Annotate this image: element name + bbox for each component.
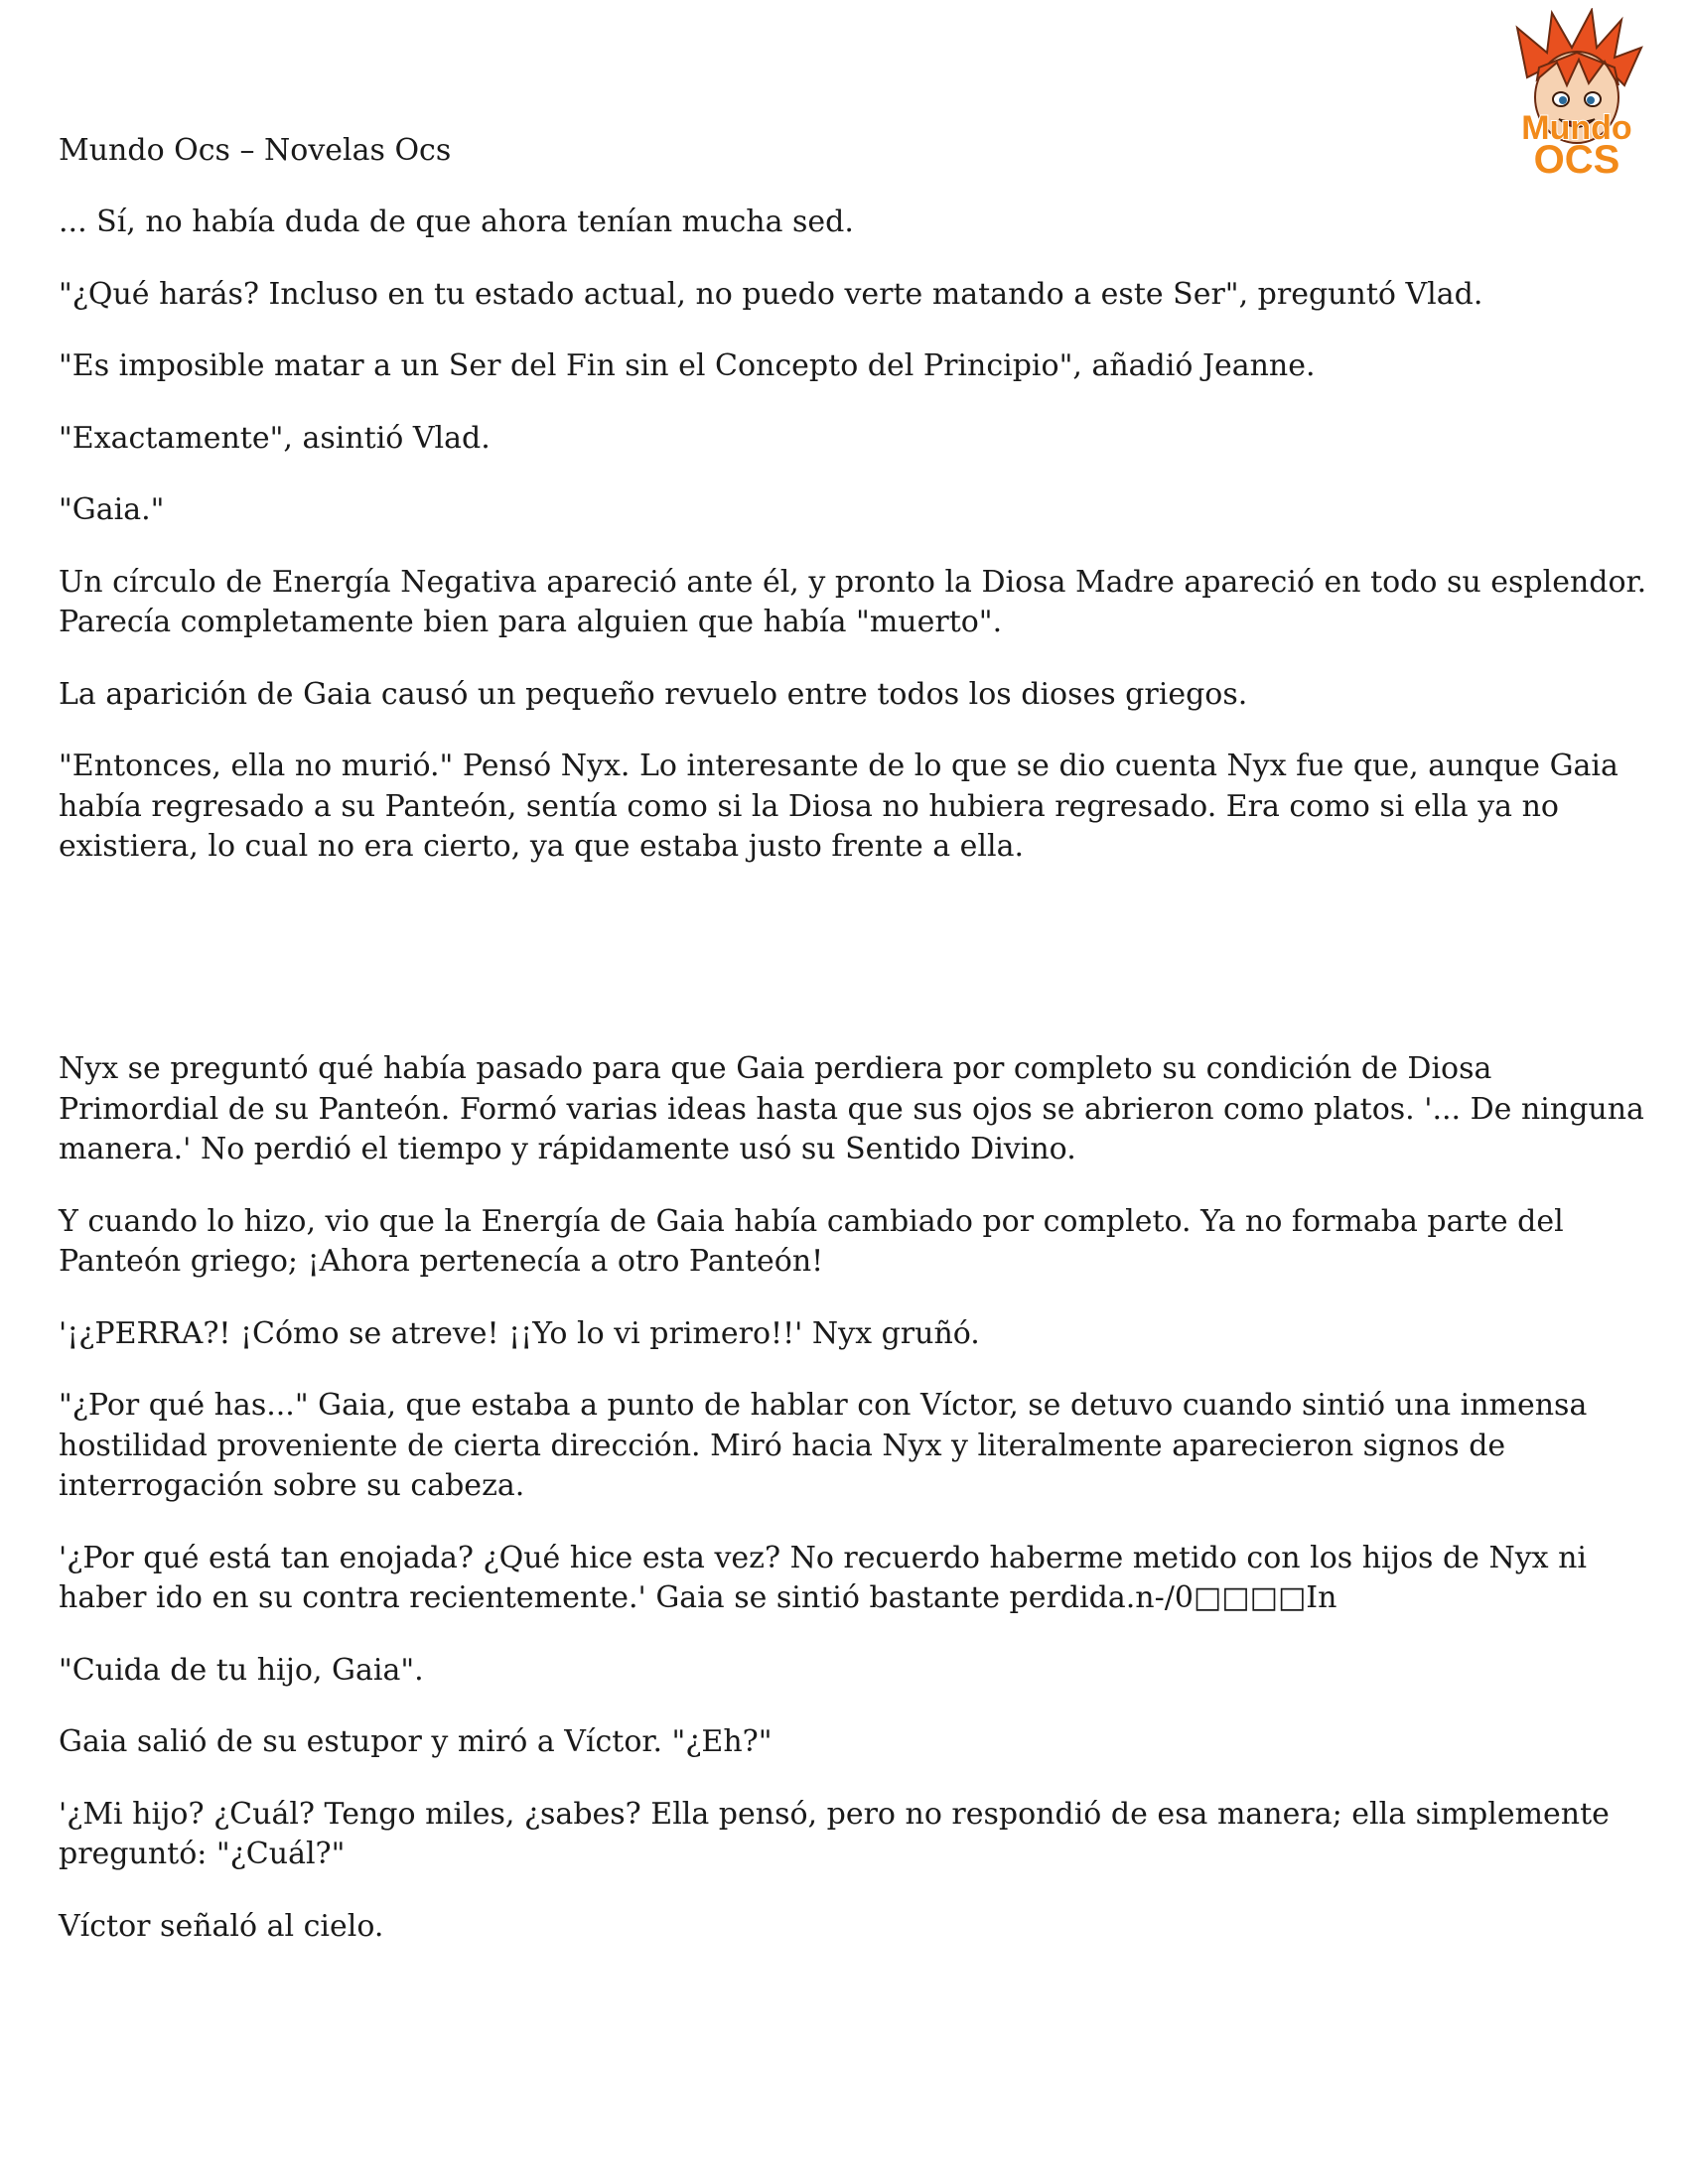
paragraph: "¿Por qué has..." Gaia, que estaba a punto de hablar con Víctor, se detuvo cuando sintió una inmensa hostilidad proveniente de cierta dirección. Miró hacia Nyx y literalmente aparecieron signos de interrogación sobre su cabeza. — [59, 1388, 1588, 1503]
text-block-bottom — [59, 1049, 1647, 1979]
page-header: Mundo Ocs – Novelas Ocs — [59, 133, 452, 168]
text-block-top — [59, 203, 1647, 899]
paragraph: "Gaia." — [59, 492, 165, 527]
paragraph: "¿Qué harás? Incluso en tu estado actual, no puedo verte matando a este Ser", preguntó Vlad. — [59, 276, 1483, 312]
paragraph: Un círculo de Energía Negativa apareció ante él, y pronto la Diosa Madre apareció en todo su esplendor. Parecía completamente bien para alguien que había "muerto". — [59, 564, 1647, 639]
paragraph: Y cuando lo hizo, vio que la Energía de Gaia había cambiado por completo. Ya no formaba parte del Panteón griego; ¡Ahora pertenecía a otro Panteón! — [59, 1203, 1564, 1279]
logo-text-ocs: OCS — [1533, 138, 1620, 182]
mundo-ocs-logo — [1497, 8, 1656, 182]
paragraph: "Entonces, ella no murió." Pensó Nyx. Lo interesante de lo que se dio cuenta Nyx fue que, aunque Gaia había regresado a su Panteón, sentía como si la Diosa no hubiera regresado. Era como si ella ya no existiera, lo cual no era cierto, ya que estaba justo frente a ella. — [59, 749, 1618, 864]
paragraph: "Cuida de tu hijo, Gaia". — [59, 1652, 424, 1688]
paragraph: Nyx se preguntó qué había pasado para que Gaia perdiera por completo su condición de Diosa Primordial de su Panteón. Formó varias ideas hasta que sus ojos se abrieron como platos. '... De ninguna manera.' No perdió el tiempo y rápidamente usó su Sentido Divino. — [59, 1051, 1644, 1166]
paragraph: "Exactamente", asintió Vlad. — [59, 420, 491, 456]
paragraph: La aparición de Gaia causó un pequeño revuelo entre todos los dioses griegos. — [59, 676, 1248, 712]
paragraph: Víctor señaló al cielo. — [59, 1908, 384, 1944]
paragraph: '¡¿PERRA?! ¡Cómo se atreve! ¡¡Yo lo vi primero!!' Nyx gruñó. — [59, 1315, 980, 1351]
paragraph: '¿Por qué está tan enojada? ¿Qué hice esta vez? No recuerdo haberme metido con los hijos de Nyx ni haber ido en su contra recientemente.' Gaia se sintió bastante perdida.n-/0□□□□In — [59, 1540, 1588, 1615]
paragraph: '¿Mi hijo? ¿Cuál? Tengo miles, ¿sabes? Ella pensó, pero no respondió de esa manera; ella simplemente preguntó: "¿Cuál?" — [59, 1796, 1610, 1871]
paragraph: "Es imposible matar a un Ser del Fin sin el Concepto del Principio", añadió Jeanne. — [59, 348, 1316, 383]
paragraph: Gaia salió de su estupor y miró a Víctor. "¿Eh?" — [59, 1724, 773, 1759]
logo-text-mundo: Mundo — [1521, 109, 1632, 147]
paragraph: ... Sí, no había duda de que ahora tenían mucha sed. — [59, 205, 854, 239]
